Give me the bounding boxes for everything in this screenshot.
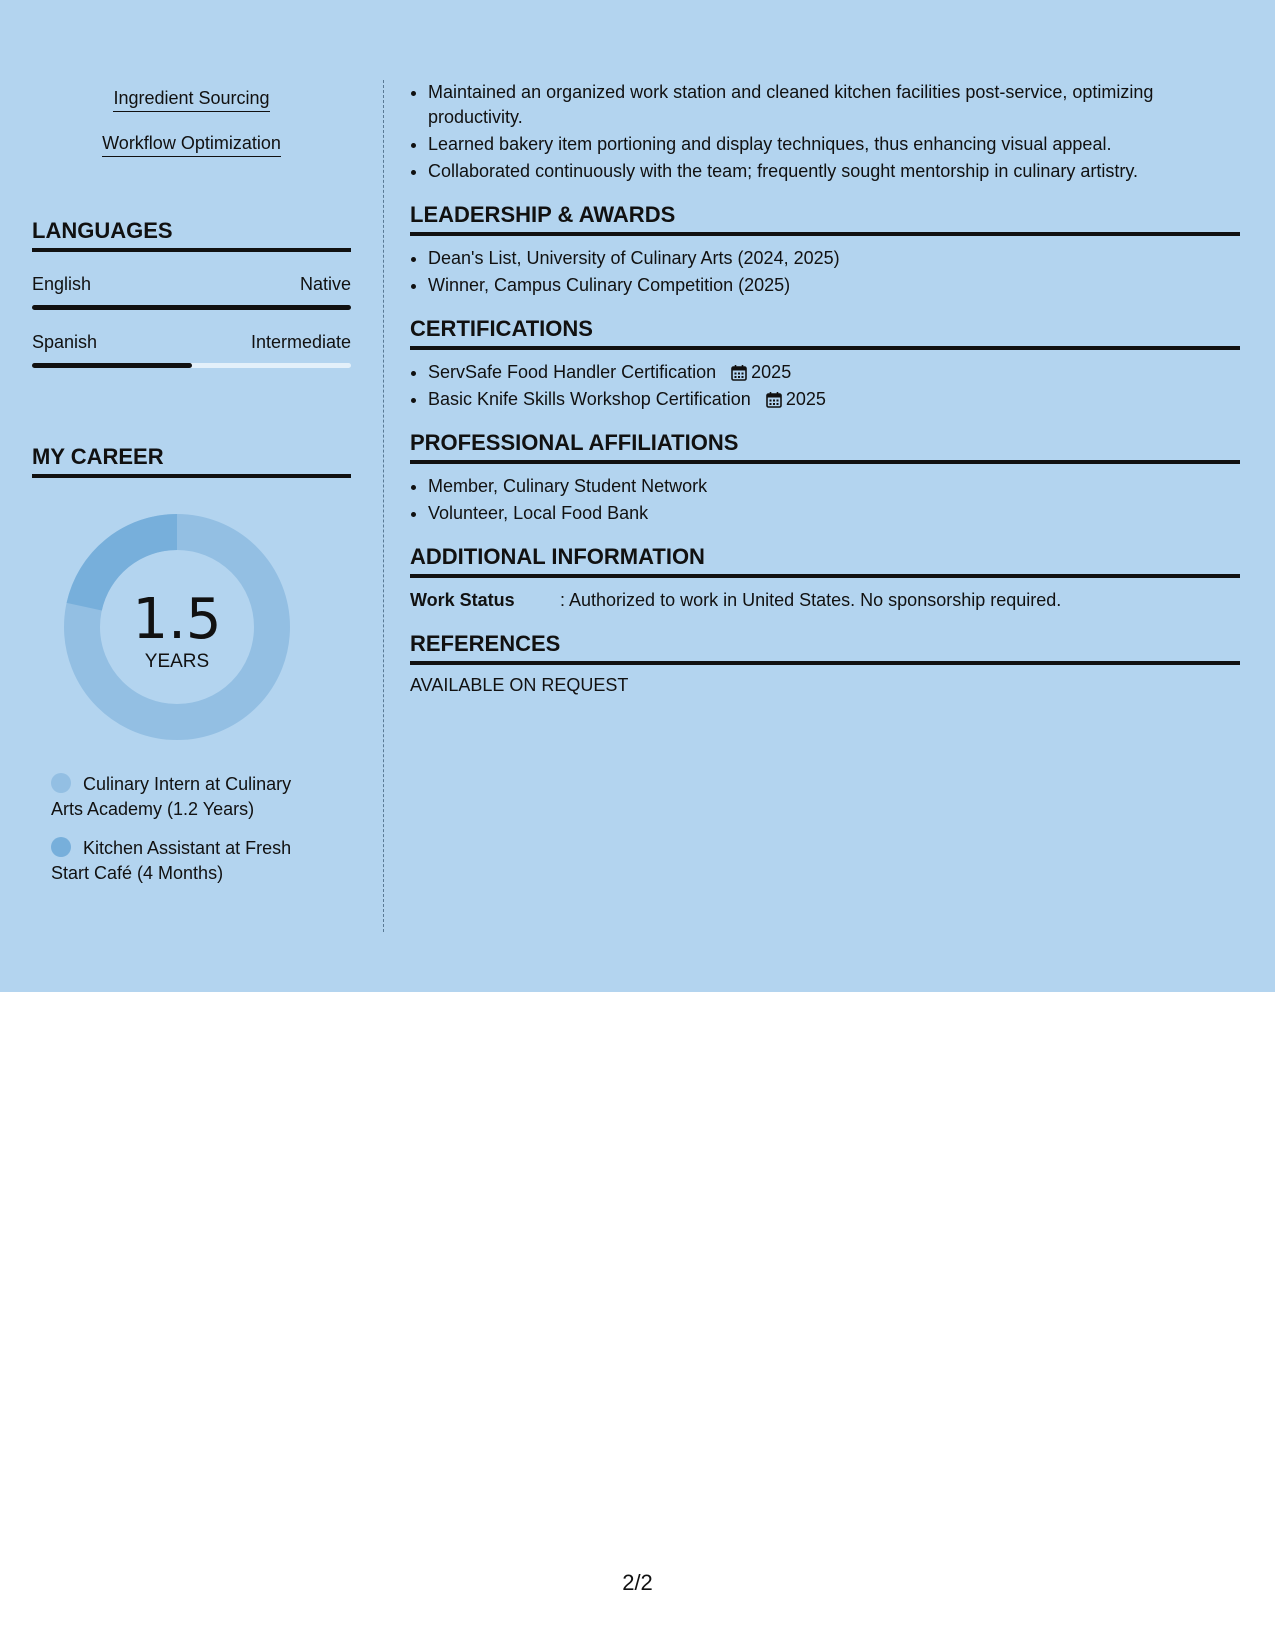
experience-bullets (410, 80, 1240, 184)
references-text: AVAILABLE ON REQUEST (410, 675, 629, 695)
certifications-list (410, 360, 1240, 412)
list-item: • Member, Culinary Student Network (428, 474, 1240, 499)
language-level: Intermediate (250, 332, 351, 352)
language-proficiency-fill (32, 363, 192, 368)
affiliations-list (410, 474, 1240, 526)
list-item: • Winner, Campus Culinary Competition (2025) (428, 273, 1240, 298)
calendar-icon (766, 391, 782, 408)
language-entry (32, 274, 351, 310)
list-item: • Learned bakery item portioning and display techniques, thus enhancing visual appeal. (428, 132, 1240, 157)
skill-item: Ingredient Sourcing (32, 80, 351, 125)
work-status-row (410, 588, 1240, 613)
list-item: • Dean's List, University of Culinary Arts (2024, 2025) (428, 246, 1240, 271)
language-name: Spanish (32, 332, 98, 352)
list-item: • Collaborated continuously with the team; frequently sought mentorship in culinary artistry. (428, 159, 1240, 184)
affiliations-heading: PROFESSIONAL AFFILIATIONS (410, 430, 1240, 464)
language-proficiency-bar (32, 363, 351, 368)
work-status-label: Work Status (410, 590, 515, 610)
calendar-icon (731, 364, 747, 381)
main-content (410, 80, 1240, 696)
column-divider (383, 80, 384, 932)
career-legend-item: Kitchen Assistant at Fresh Start Café (4 Months) (51, 838, 292, 883)
career-total-unit: YEARS (144, 651, 210, 672)
certifications-heading: CERTIFICATIONS (410, 316, 1240, 350)
list-item: • Maintained an organized work station and cleaned kitchen facilities post-service, optimizing productivity. (428, 80, 1240, 130)
career-legend (32, 772, 351, 886)
page-number: 2/2 (622, 1570, 653, 1595)
legend-dot (51, 837, 71, 857)
career-legend-item: Culinary Intern at Culinary Arts Academy (1.2 Years) (51, 774, 292, 819)
career-heading: MY CAREER (32, 444, 351, 478)
language-proficiency-fill (32, 305, 351, 310)
career-donut-chart (64, 514, 290, 740)
sidebar (32, 80, 351, 900)
career-total-value: 1.5 (132, 587, 222, 652)
certification-year: 2025 (785, 389, 826, 409)
list-item: • Volunteer, Local Food Bank (428, 501, 1240, 526)
language-entry (32, 332, 351, 368)
references-heading: REFERENCES (410, 631, 1240, 665)
leadership-heading: LEADERSHIP & AWARDS (410, 202, 1240, 236)
certification-item: • Basic Knife Skills Workshop Certification 2025 (428, 387, 1240, 412)
language-proficiency-bar (32, 305, 351, 310)
additional-info-heading: ADDITIONAL INFORMATION (410, 544, 1240, 578)
languages-heading: LANGUAGES (32, 218, 351, 252)
certification-year: 2025 (751, 362, 792, 382)
skill-item: Workflow Optimization (32, 125, 351, 170)
certification-item: • ServSafe Food Handler Certification 2025 (428, 360, 1240, 385)
leadership-list (410, 246, 1240, 298)
legend-dot (51, 773, 71, 793)
work-status-value: : Authorized to work in United States. No sponsorship required. (560, 590, 1062, 610)
language-name: English (32, 274, 92, 294)
language-level: Native (299, 274, 351, 294)
